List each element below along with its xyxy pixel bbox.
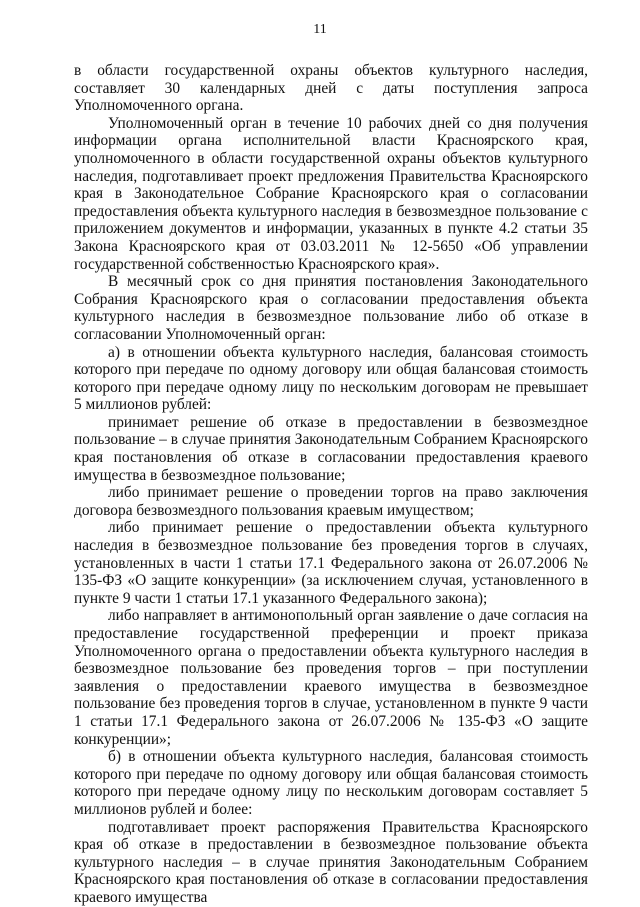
paragraph-8: либо направляет в антимонопольный орган заявление о даче согласия на предоставление государственной преференции и проект приказа Уполномоченного органа о предоставлении объекта культурного наследия в безвозмездное пользование без проведения торгов – при поступлении заявления о предоставлении краевого имущества в безвозмездное пользование без проведения торгов в случае, установленном в пункте 9 части 1 статьи 17.1 Федерального закона от 26.07.2006 № 135-ФЗ «О защите конкуренции»; [74, 607, 588, 748]
paragraph-9: б) в отношении объекта культурного наследия, балансовая стоимость которого при передаче по одному договору или общая балансовая стоимость которого при передаче одному лицу по нескольким договорам составляет 5 миллионов рублей и более: [74, 748, 588, 818]
page-number: 11 [313, 22, 327, 37]
paragraph-3: В месячный срок со дня принятия постановления Законодательного Собрания Красноярского края о согласовании предоставления объекта культурного наследия в безвозмездное пользование либо об отказе в согласовании Уполномоченный орган: [74, 273, 588, 343]
paragraph-2: Уполномоченный орган в течение 10 рабочих дней со дня получения информации органа исполнительной власти Красноярского края, уполномоченного в области государственной охраны объектов культурного наследия, подготавливает проект предложения Правительства Красноярского края в Законодательное Собрание Красноярского края о согласовании предоставления объекта культурного наследия в безвозмездное пользование с приложением документов и информации, указанных в пункте 4.2 статьи 35 Закона Красноярского края от 03.03.2011 № 12-5650 «Об управлении государственной собственностью Красноярского края». [74, 114, 588, 273]
paragraph-6: либо принимает решение о проведении торгов на право заключения договора безвозмездного пользования краевым имуществом; [74, 484, 588, 519]
paragraph-7: либо принимает решение о предоставлении объекта культурного наследия в безвозмездное пользование без проведения торгов в случаях, установленных в части 1 статьи 17.1 Федерального закона от 26.07.2006 № 135-ФЗ «О защите конкуренции» (за исключением случая, установленного в пункте 9 части 1 статьи 17.1 указанного Федерального закона); [74, 519, 588, 607]
paragraph-10: подготавливает проект распоряжения Правительства Красноярского края об отказе в предоставлении в безвозмездное пользование объекта культурного наследия – в случае принятия Законодательным Собранием Красноярского края постановления об отказе в согласовании предоставления краевого имущества [74, 818, 588, 906]
paragraph-1: в области государственной охраны объектов культурного наследия, составляет 30 календарных дней с даты поступления запроса Уполномоченного органа. [74, 62, 588, 115]
paragraph-5: принимает решение об отказе в предоставлении в безвозмездное пользование – в случае принятия Законодательным Собранием Красноярского края постановления об отказе в согласовании предоставления краевого имущества в безвозмездное пользование; [74, 413, 588, 484]
paragraph-4: а) в отношении объекта культурного наследия, балансовая стоимость которого при передаче по одному договору или общая балансовая стоимость которого при передаче одному лицу по нескольким договорам не превышает 5 миллионов рублей: [74, 343, 588, 414]
document-body [74, 62, 588, 907]
